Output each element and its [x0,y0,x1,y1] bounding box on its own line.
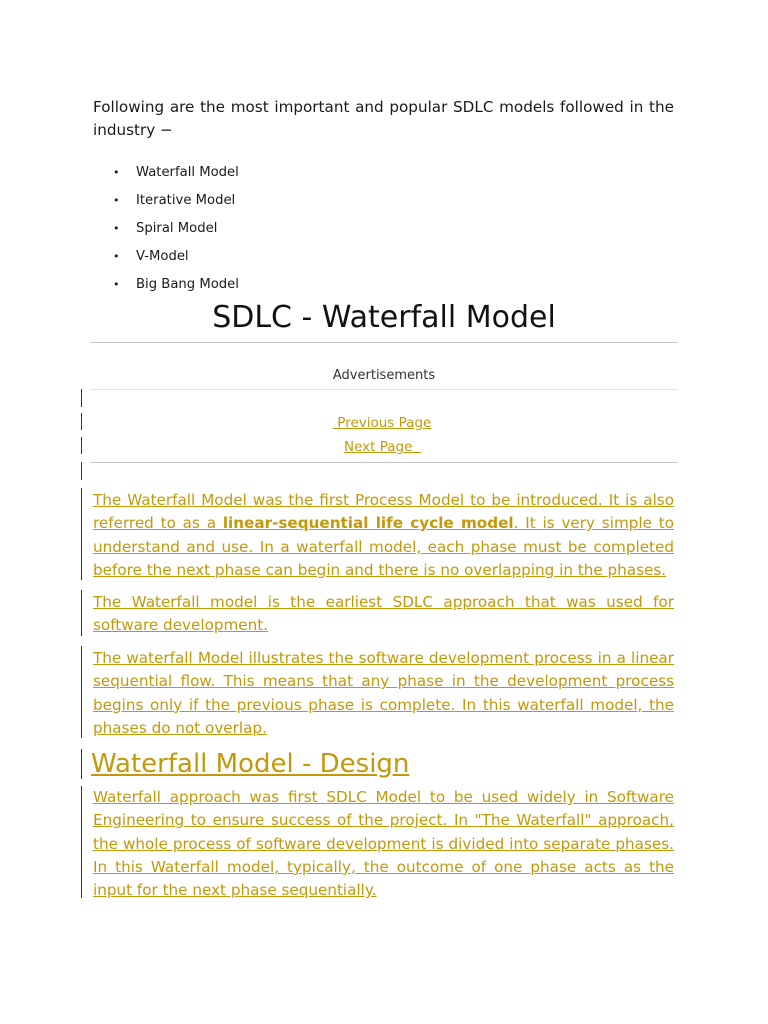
margin-bar [81,749,82,779]
model-name: Waterfall Model [136,165,239,180]
list-item [93,246,239,274]
list-item [93,190,239,218]
bullet-icon: • [113,166,120,179]
section-title[interactable]: Waterfall Model - Design [91,749,410,779]
list-item [93,162,239,190]
margin-bar [81,462,82,480]
paragraph-text: The Waterfall Model was the first Process Model to be introduced. It is also referred to as a [93,491,674,533]
margin-bar [81,488,82,580]
title-divider [90,342,678,343]
margin-bar [81,646,82,738]
bullet-icon: • [113,250,120,263]
margin-bar [81,389,82,407]
bullet-icon: • [113,278,120,291]
paragraph-sequential-flow[interactable]: The waterfall Model illustrates the software development process in a linear sequential flow. This means that any phase in the development process begins only if the previous phase is complete. In this waterfall model, the phases do not overlap. [93,649,674,737]
ads-divider [90,389,678,390]
paragraph-design[interactable]: Waterfall approach was first SDLC Model to be used widely in Software Engineering to ensure success of the project. In "The Waterfall" approach, the whole process of software development is divided into separate phases. In this Waterfall model, typically, the outcome of one phase acts as the input for the next phase sequentially. [93,788,674,900]
paragraph-intro-waterfall[interactable] [93,489,674,582]
intro-text: Following are the most important and popular SDLC models followed in the industry − [93,98,674,139]
model-name: V-Model [136,249,189,264]
next-page-link[interactable]: Next Page [344,439,422,455]
bullet-icon: • [113,194,120,207]
bullet-icon: • [113,222,120,235]
page-title: SDLC - Waterfall Model [212,300,556,335]
advertisements-label: Advertisements [332,368,436,383]
paragraph-earliest-approach[interactable]: The Waterfall model is the earliest SDLC approach that was used for software development. [93,593,674,635]
model-name: Spiral Model [136,221,218,236]
sdlc-models-list [93,162,239,302]
model-name: Iterative Model [136,193,236,208]
nav-divider [90,462,678,463]
margin-bar [81,413,82,430]
list-item [93,218,239,246]
emphasis-text: linear-sequential life cycle model [222,514,514,533]
model-name: Big Bang Model [136,277,239,292]
margin-bar [81,786,82,898]
margin-bar [81,437,82,454]
previous-page-link[interactable]: Previous Page [333,415,432,431]
paragraph-text: . It is very simple to understand and use. In a waterfall model, each phase must be completed before the next phase can begin and there is no overlapping in the phases. [93,514,674,579]
margin-bar [81,590,82,636]
